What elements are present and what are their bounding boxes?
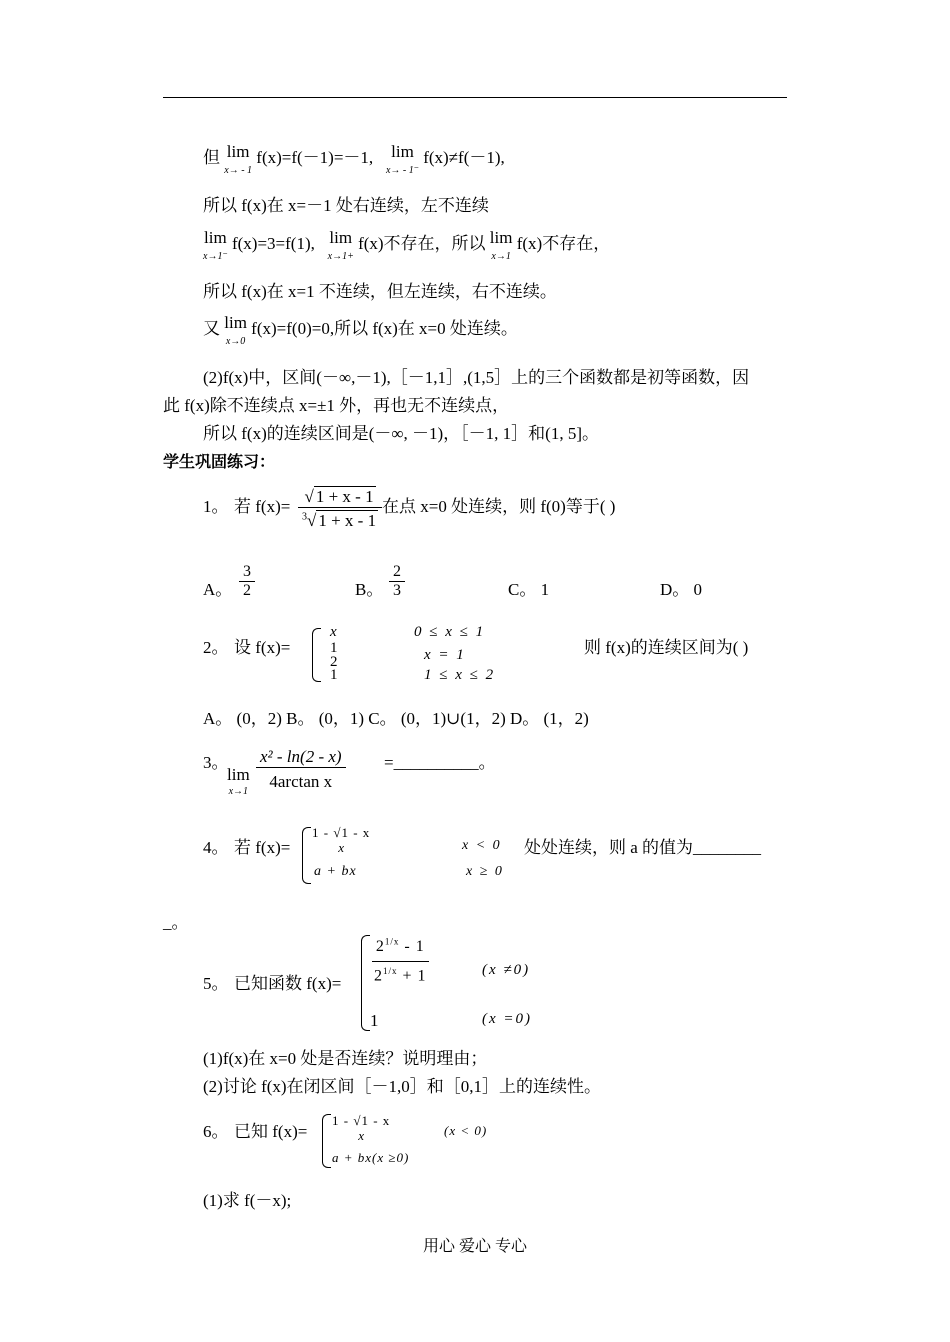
q4-cond-1: x < 0 <box>462 838 502 853</box>
line-6a: (2)f(x)中，区间(－∞,－1),［－1,1］,(1,5］上的三个函数都是初等函数，因 <box>203 368 750 387</box>
header-rule <box>163 97 787 98</box>
q1-text-b: 在点 x=0 处连续，则 f(0)等于( ) <box>382 497 616 516</box>
q6-case-2: a + bx(x ≥0) <box>332 1150 410 1165</box>
q2-cond-3: 1 ≤ x ≤ 2 <box>424 667 496 683</box>
limit-symbol: lim x→0 <box>224 313 247 347</box>
q3-limit: lim x→1 <box>227 765 250 797</box>
line-6b: 此 f(x)除不连续点 x=±1 外，再也无不连续点， <box>163 396 510 415</box>
q5-sub-2: (2)讨论 f(x)在闭区间［－1,0］和［0,1］上的连续性。 <box>203 1077 602 1096</box>
q2-cond-1: 0 ≤ x ≤ 1 <box>414 624 486 640</box>
q3-answer-blank[interactable]: =__________。 <box>384 753 496 772</box>
q2-text: 设 f(x)= <box>234 638 291 657</box>
q2-number: 2。 <box>203 638 229 657</box>
q4-case-1: 1 - √1 - x x <box>312 825 371 855</box>
q1-option-a-label: A。 <box>203 580 233 599</box>
line-4: 所以 f(x)在 x=1 不连续，但左连续，右不连续。 <box>203 282 557 301</box>
line-7: 所以 f(x)的连续区间是(－∞, －1)，［－1, 1］和(1, 5]。 <box>203 424 599 443</box>
line-5 <box>203 314 518 347</box>
q3-denominator: 4arctan x <box>256 767 346 792</box>
q5-text: 已知函数 f(x)= <box>234 974 342 993</box>
q1-option-c: C。 1 <box>508 580 550 599</box>
q4-text-b: 处处连续，则 a 的值为________ <box>524 838 762 857</box>
q6-cond-1: (x < 0) <box>444 1123 488 1138</box>
text: 但 <box>203 148 220 167</box>
q6-number: 6。 <box>203 1122 229 1141</box>
q5-cond-1: (x ≠0) <box>482 962 531 978</box>
limit-symbol: lim x→1 <box>489 228 513 262</box>
limit-symbol: lim x→ - 1 <box>224 142 253 176</box>
q5-case-1: $2^{1/x} - 1$ $2^{1/x} + 1$ <box>374 936 427 985</box>
q1-denominator: 1 + x - 1 <box>318 511 377 530</box>
q5-number: 5。 <box>203 974 229 993</box>
text: f(x)不存在， <box>516 234 611 253</box>
q1-option-b-label: B。 <box>355 580 384 599</box>
q1-text: 若 f(x)= <box>234 497 291 516</box>
limit-symbol: lim x→1⁻ <box>203 228 228 262</box>
q2-options: A。 (0，2) B。 (0，1) C。 (0，1)∪(1，2) D。 (1，2) <box>203 709 589 728</box>
text: f(x)=f(0)=0,所以 f(x)在 x=0 处连续。 <box>251 319 518 338</box>
line-3 <box>203 229 610 262</box>
text: f(x)=3=f(1), <box>231 234 315 253</box>
q2-cond-2: x = 1 <box>424 647 466 663</box>
q1-number: 1。 <box>203 497 229 516</box>
q2-case-3: 1 <box>330 667 338 683</box>
q6-sub-1: (1)求 f(－x); <box>203 1191 292 1210</box>
q4-brace <box>302 827 311 884</box>
q5-sub-1: (1)f(x)在 x=0 处是否连续？说明理由； <box>203 1049 488 1068</box>
q2-case-2a: 1 <box>330 640 338 656</box>
q1-root-index: 3 <box>302 511 307 523</box>
text: f(x)=f(－1)=－1, <box>256 148 374 167</box>
q4-number: 4。 <box>203 838 229 857</box>
q4-cond-2: x ≥ 0 <box>466 864 504 879</box>
q4-tail: _。 <box>163 913 189 932</box>
q6-case-1: 1 - √1 - x x <box>332 1113 391 1143</box>
q6-text: 已知 f(x)= <box>234 1122 308 1141</box>
q1-option-b: $\frac{2}{3}$ <box>389 563 405 600</box>
line-2: 所以 f(x)在 x=－1 处右连续，左不连续 <box>203 196 489 215</box>
q3-number: 3。 <box>203 753 229 772</box>
q2-case-1: x <box>330 624 337 640</box>
text: 又 <box>203 319 220 338</box>
q6-brace <box>322 1114 331 1168</box>
q1-numerator: 1 + x - 1 <box>315 487 374 506</box>
page-footer: 用心 爱心 专心 <box>422 1238 527 1255</box>
q5-case-2: 1 <box>370 1011 379 1030</box>
q4-text: 若 f(x)= <box>234 838 291 857</box>
q1-option-a: $\frac{3}{2}$ <box>239 563 255 600</box>
q5-cond-2: (x =0) <box>482 1011 533 1027</box>
q1-fraction: √ 1 + x - 1 $^3$√ 1 + x - 1 <box>298 486 382 531</box>
q2-case-2b: 2 <box>330 654 338 670</box>
q2-text-b: 则 f(x)的连续区间为( ) <box>584 638 749 657</box>
q3-fraction <box>256 747 346 792</box>
q5-brace <box>361 935 370 1031</box>
section-title: 学生巩固练习： <box>163 454 276 471</box>
text: f(x)≠f(－1), <box>423 148 505 167</box>
q1-option-d: D。 0 <box>660 580 703 599</box>
q3-numerator: x² - ln(2 - x) <box>260 747 342 766</box>
limit-symbol: lim x→1+ <box>327 228 354 262</box>
line-1 <box>203 143 505 176</box>
q2-brace <box>312 628 321 682</box>
q4-case-2: a + bx <box>314 864 357 879</box>
limit-symbol: lim x→ - 1⁻ <box>385 142 419 176</box>
text: f(x)不存在，所以 <box>358 234 486 253</box>
